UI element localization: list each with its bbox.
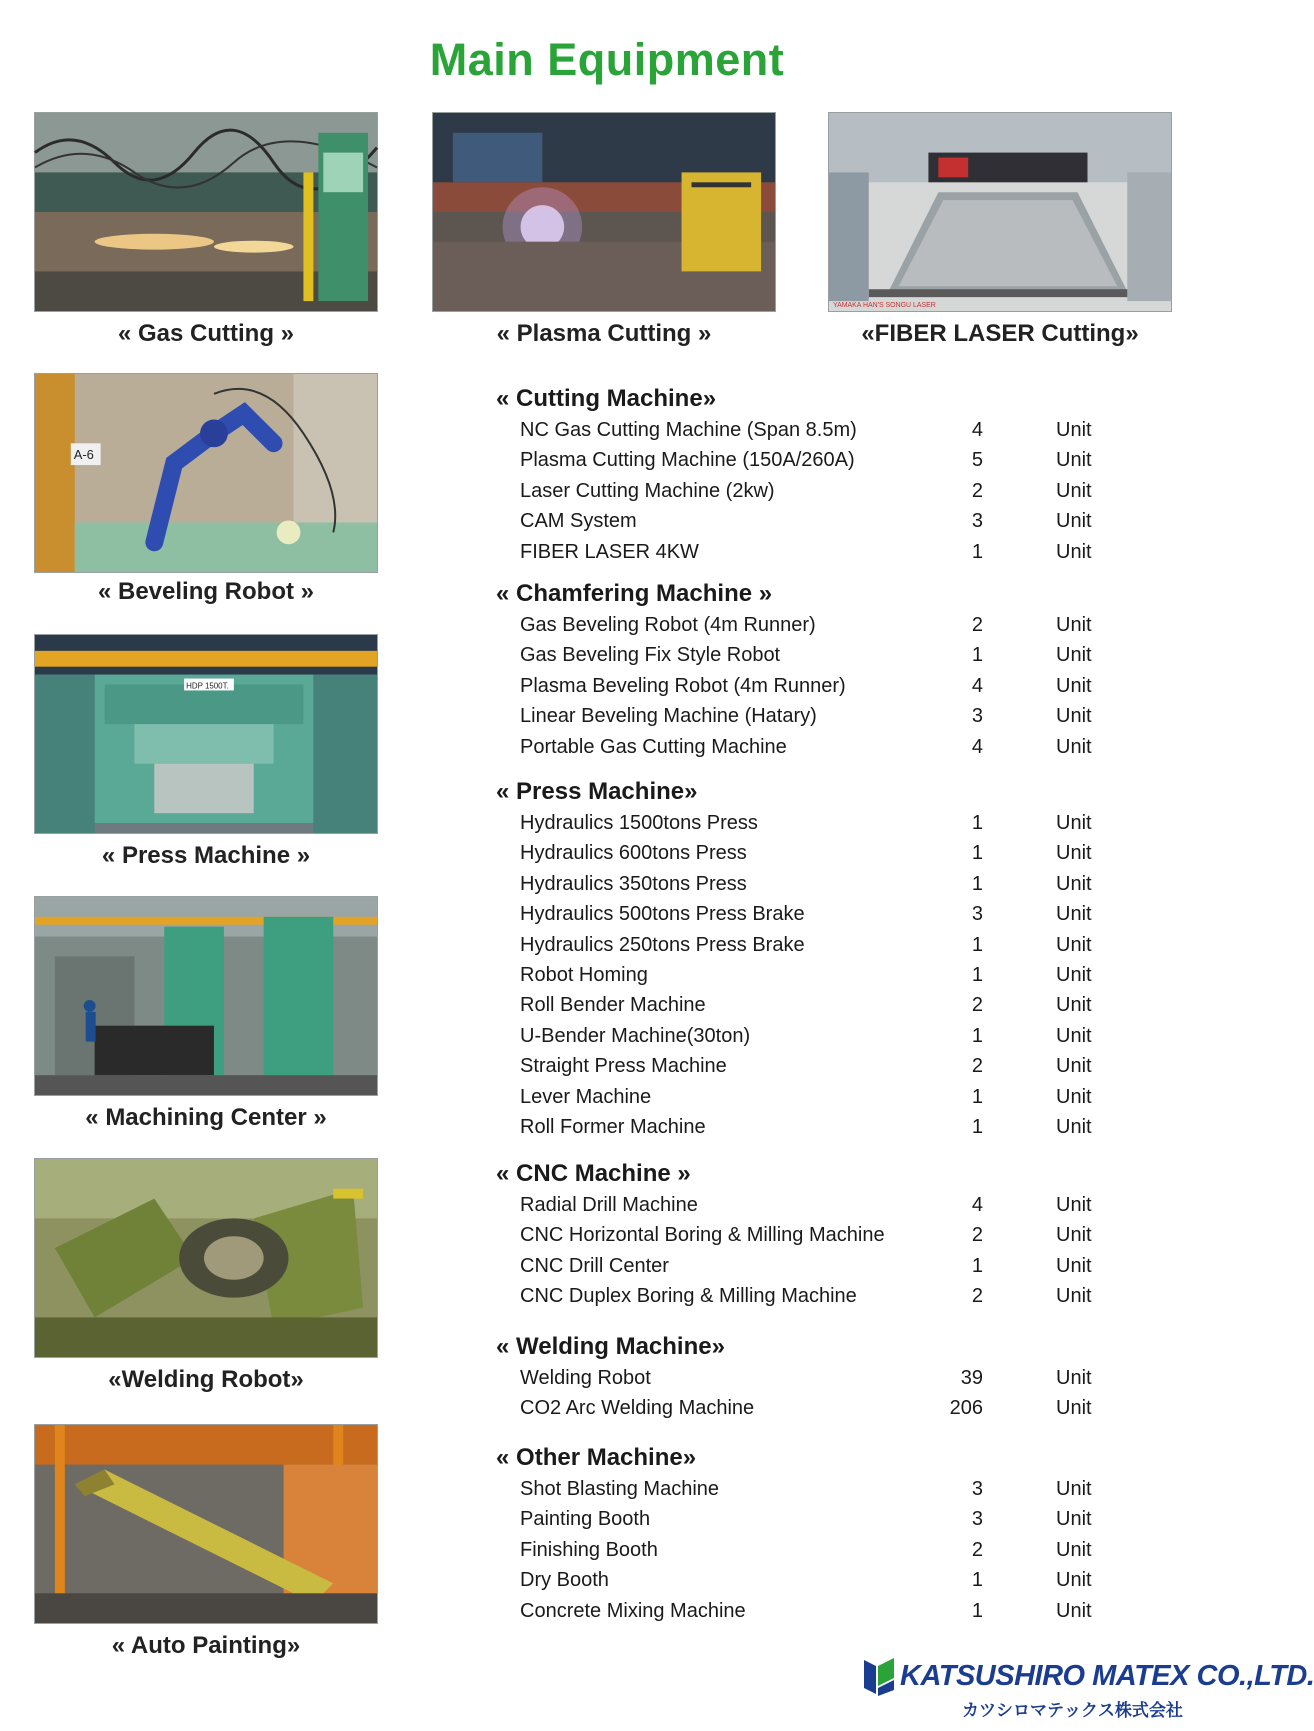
list-item: Gas Beveling Robot (4m Runner) 2 Unit (520, 614, 1092, 636)
list-item: CO2 Arc Welding Machine 206 Unit (520, 1397, 1092, 1420)
photo-caption: « Gas Cutting » (117, 320, 295, 347)
auto-painting-photo (34, 1424, 378, 1624)
page-title: Main Equipment (429, 34, 785, 85)
list-item: Painting Booth 3 Unit (520, 1508, 1092, 1531)
list-item: Welding Robot 39 Unit (520, 1367, 1092, 1389)
list-item: Shot Blasting Machine 3 Unit (520, 1478, 1092, 1500)
section-title: « Other Machine» (496, 1444, 697, 1471)
section-cnc-machine (496, 1158, 1096, 1312)
list-item: Finishing Booth 2 Unit (520, 1538, 1092, 1561)
section-title: « Chamfering Machine » (496, 580, 773, 607)
list-item: Robot Homing 1 Unit (520, 963, 1092, 986)
list-item: Roll Former Machine 1 Unit (520, 1115, 1092, 1138)
photo-caption: «Welding Robot» (108, 1366, 304, 1393)
plasma-cutting-photo (432, 112, 776, 312)
list-item: CNC Duplex Boring & Milling Machine 2 Unit (520, 1285, 1092, 1308)
logo-mark-icon (862, 1656, 896, 1696)
photo-caption: « Auto Painting» (111, 1632, 301, 1659)
press-machine-photo (34, 634, 378, 834)
photo-overlay-text: A-6 (73, 447, 94, 463)
list-item: U-Bender Machine(30ton) 1 Unit (520, 1024, 1092, 1047)
list-item: Concrete Mixing Machine 1 Unit (520, 1599, 1092, 1622)
beveling-robot-photo (34, 373, 378, 573)
list-item: CNC Drill Center 1 Unit (520, 1254, 1092, 1277)
photo-caption: « Press Machine » (101, 842, 311, 869)
list-item: Lever Machine 1 Unit (520, 1085, 1092, 1108)
section-title: « Cutting Machine» (496, 385, 717, 412)
logo-name: KATSUSHIRO MATEX CO.,LTD. (900, 1660, 1314, 1692)
photo-caption: « Beveling Robot » (97, 578, 315, 605)
photo-overlay-text: YAMAKA HAN'S SONGU LASER (832, 302, 936, 310)
list-item: Hydraulics 500tons Press Brake 3 Unit (520, 903, 1092, 926)
list-item: Hydraulics 600tons Press 1 Unit (520, 842, 1092, 865)
list-item: Laser Cutting Machine (2kw) 2 Unit (520, 479, 1092, 502)
photo-overlay-text: HDP 1500T. (186, 681, 229, 691)
logo-subname: カツシロマテックス株式会社 (962, 1701, 1183, 1720)
machining-center-photo (34, 896, 378, 1096)
section-title: « CNC Machine » (496, 1160, 691, 1187)
list-item: Plasma Cutting Machine (150A/260A) 5 Unit (520, 449, 1092, 472)
section-title: « Press Machine» (496, 778, 698, 805)
photo-caption: «FIBER LASER Cutting» (861, 320, 1139, 347)
list-item: Gas Beveling Fix Style Robot 1 Unit (520, 644, 1092, 667)
section-other-machine (496, 1442, 1096, 1626)
list-item: FIBER LASER 4KW 1 Unit (520, 540, 1092, 563)
list-item: Hydraulics 250tons Press Brake 1 Unit (520, 933, 1092, 956)
section-cutting-machine (496, 383, 1096, 567)
list-item: Straight Press Machine 2 Unit (520, 1055, 1092, 1078)
list-item: Dry Booth 1 Unit (520, 1569, 1092, 1592)
list-item: CAM System 3 Unit (520, 510, 1092, 533)
list-item: Linear Beveling Machine (Hatary) 3 Unit (520, 705, 1092, 728)
section-press-machine (496, 776, 1096, 1142)
list-item: Portable Gas Cutting Machine 4 Unit (520, 735, 1092, 758)
section-welding-machine (496, 1331, 1096, 1424)
welding-robot-photo (34, 1158, 378, 1358)
list-item: Hydraulics 1500tons Press 1 Unit (520, 812, 1092, 834)
list-item: Radial Drill Machine 4 Unit (520, 1194, 1092, 1216)
photo-caption: « Plasma Cutting » (496, 320, 712, 347)
section-title: « Welding Machine» (496, 1333, 725, 1360)
fiber-laser-photo (828, 112, 1172, 312)
list-item: Roll Bender Machine 2 Unit (520, 994, 1092, 1017)
gas-cutting-photo (34, 112, 378, 312)
list-item: NC Gas Cutting Machine (Span 8.5m) 4 Unit (520, 419, 1092, 441)
company-logo (862, 1656, 1314, 1720)
list-item: CNC Horizontal Boring & Milling Machine 2 Unit (520, 1224, 1092, 1247)
section-chamfering-machine (496, 578, 1096, 762)
photo-caption: « Machining Center » (85, 1104, 327, 1131)
list-item: Plasma Beveling Robot (4m Runner) 4 Unit (520, 674, 1092, 697)
list-item: Hydraulics 350tons Press 1 Unit (520, 872, 1092, 895)
